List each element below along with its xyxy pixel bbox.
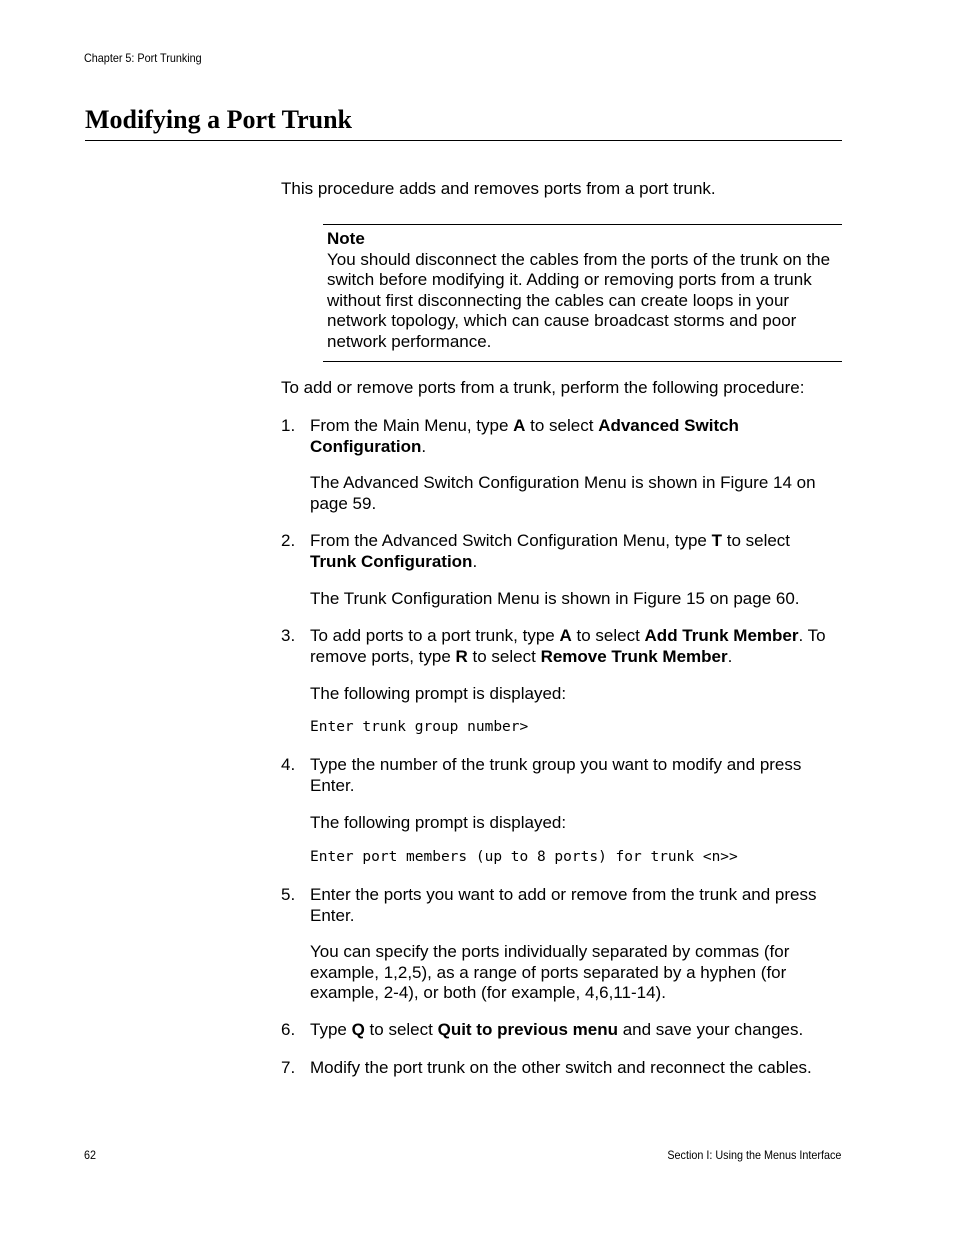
step-text: Enter the ports you want to add or remove from the trunk and press Enter. xyxy=(310,885,817,925)
note-box xyxy=(323,224,842,362)
step-3-prompt-code: Enter trunk group number> xyxy=(310,719,529,735)
step-5 xyxy=(281,885,841,926)
step-text: To add ports to a port trunk, type A to select Add Trunk Member. To remove ports, type R to select Remove Trunk Member. xyxy=(310,626,826,666)
step-7 xyxy=(281,1058,841,1079)
step-2-note: The Trunk Configuration Menu is shown in Figure 15 on page 60. xyxy=(310,589,800,608)
step-text: Type the number of the trunk group you want to modify and press Enter. xyxy=(310,755,802,795)
step-4 xyxy=(281,755,841,796)
note-label: Note xyxy=(327,229,365,248)
step-2 xyxy=(281,531,841,572)
footer-page-number: 62 xyxy=(84,1148,97,1162)
intro-paragraph: This procedure adds and removes ports from a port trunk. xyxy=(281,179,716,198)
step-number: 3. xyxy=(281,626,296,645)
step-1-note: The Advanced Switch Configuration Menu is shown in Figure 14 on page 59. xyxy=(310,473,816,513)
step-number: 5. xyxy=(281,885,296,904)
step-number: 1. xyxy=(281,416,296,435)
footer-section-title: Section I: Using the Menus Interface xyxy=(666,1148,841,1162)
step-5-note: You can specify the ports individually separated by commas (for example, 1,2,5), as a range of ports separated by a hyphen (for example, 2-4), or both (for example, 4,6,11-14). xyxy=(310,942,790,1002)
step-number: 4. xyxy=(281,755,296,774)
step-number: 6. xyxy=(281,1020,296,1039)
step-number: 7. xyxy=(281,1058,296,1077)
step-text: From the Advanced Switch Configuration Menu, type T to select Trunk Configuration. xyxy=(310,531,791,571)
step-text: From the Main Menu, type A to select Advanced Switch Configuration. xyxy=(310,416,739,456)
step-text: Type Q to select Quit to previous menu and save your changes. xyxy=(310,1020,804,1039)
procedure-intro: To add or remove ports from a trunk, perform the following procedure: xyxy=(281,378,805,397)
step-text: Modify the port trunk on the other switch and reconnect the cables. xyxy=(310,1058,812,1077)
title-rule xyxy=(85,140,842,141)
running-header: Chapter 5: Port Trunking xyxy=(84,51,202,65)
step-1 xyxy=(281,416,841,457)
note-text: You should disconnect the cables from the ports of the trunk on the switch before modifying it. Adding or removing ports from a trunk without first disconnecting the cables can create loops in your network topology, which can cause broadcast storms and poor network performance. xyxy=(327,249,831,351)
step-4-note: The following prompt is displayed: xyxy=(310,813,567,832)
step-3-note: The following prompt is displayed: xyxy=(310,684,567,703)
step-6 xyxy=(281,1020,841,1041)
page-title: Modifying a Port Trunk xyxy=(85,105,353,134)
step-4-prompt-code: Enter port members (up to 8 ports) for trunk <n>> xyxy=(310,849,738,865)
step-3 xyxy=(281,626,841,667)
step-number: 2. xyxy=(281,531,296,550)
